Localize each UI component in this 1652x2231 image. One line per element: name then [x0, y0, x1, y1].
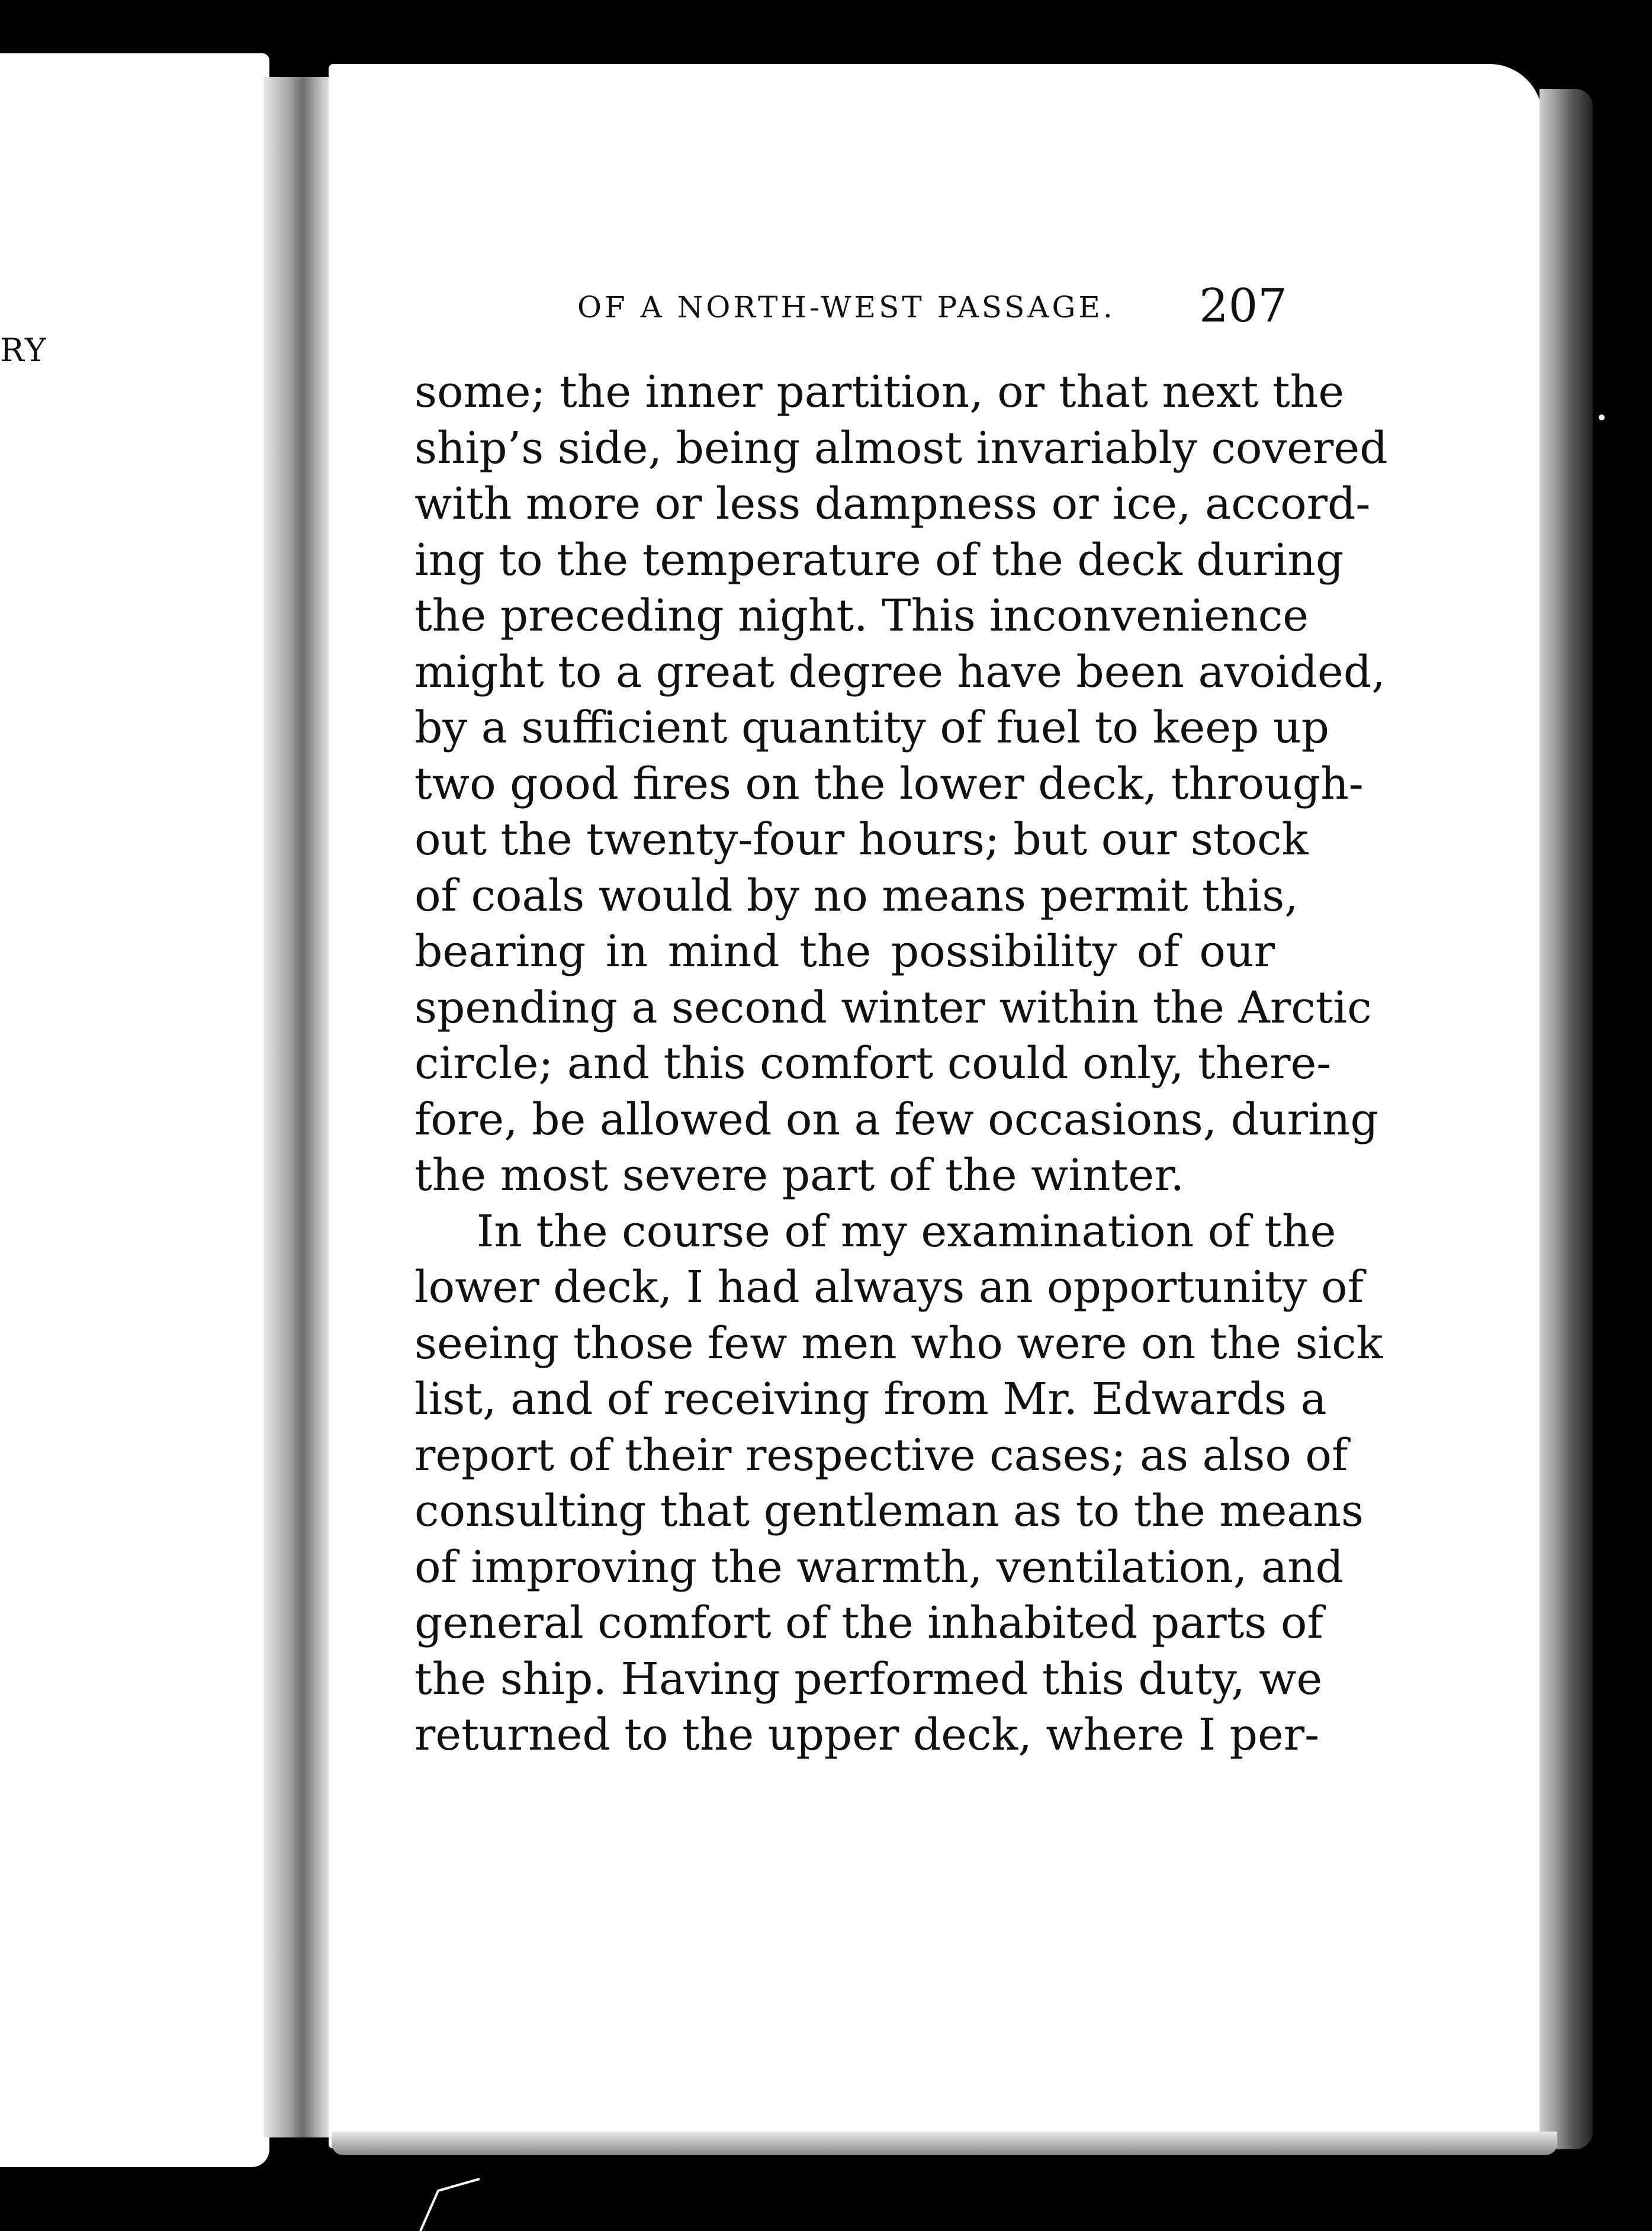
text-line: circle; and this comfort could only, there-: [414, 1038, 1332, 1089]
text-line: returned to the upper deck, where I per-: [414, 1709, 1320, 1760]
text-line: with more or less dampness or ice, accord-: [414, 478, 1371, 529]
running-head: OF A NORTH-WEST PASSAGE.: [577, 290, 1116, 324]
text-line: fore, be allowed on a few occasions, during: [414, 1094, 1378, 1145]
text-line: two good fires on the lower deck, through-: [414, 758, 1364, 809]
text-line: ing to the temperature of the deck during: [414, 534, 1344, 586]
scan-scratch-mark: [414, 2161, 486, 2231]
text-line: list, and of receiving from Mr. Edwards a: [414, 1374, 1327, 1425]
text-line: spending a second winter within the Arctic: [414, 982, 1372, 1033]
text-line: by a sufficient quantity of fuel to keep up: [414, 702, 1329, 753]
left-running-head-fragment: RY: [0, 332, 48, 369]
text-line: ship’s side, being almost invariably covered: [414, 422, 1388, 474]
page-number: 207: [1199, 279, 1287, 333]
text-line: bearing in mind the possibility of our: [414, 926, 1275, 977]
text-line: out the twenty-four hours; but our stock: [414, 814, 1309, 865]
text-line: the most severe part of the winter.: [414, 1150, 1184, 1201]
text-line: the preceding night. This inconvenience: [414, 590, 1309, 641]
body-text: [414, 364, 1388, 1763]
text-line: consulting that gentleman as to the means: [414, 1486, 1364, 1536]
text-line: might to a great degree have been avoided,: [414, 646, 1386, 697]
text-line: some; the inner partition, or that next the: [414, 367, 1345, 417]
text-line: the ship. Having performed this duty, we: [414, 1653, 1323, 1705]
text-line: report of their respective cases; as also of: [414, 1429, 1348, 1481]
page-speck: [1599, 414, 1605, 420]
text-line: general comfort of the inhabited parts of: [414, 1597, 1323, 1648]
text-line: seeing those few men who were on the sick: [414, 1317, 1383, 1369]
text-line: of improving the warmth, ventilation, and: [414, 1541, 1344, 1593]
book-gutter: [263, 77, 335, 2137]
page-edge-shadow: [1539, 89, 1593, 2149]
page-bottom-edge: [332, 2132, 1557, 2155]
text-line: lower deck, I had always an opportunity of: [414, 1262, 1364, 1313]
left-page: [0, 53, 269, 2167]
text-line: of coals would by no means permit this,: [414, 870, 1299, 921]
text-line: In the course of my examination of the: [477, 1205, 1336, 1257]
